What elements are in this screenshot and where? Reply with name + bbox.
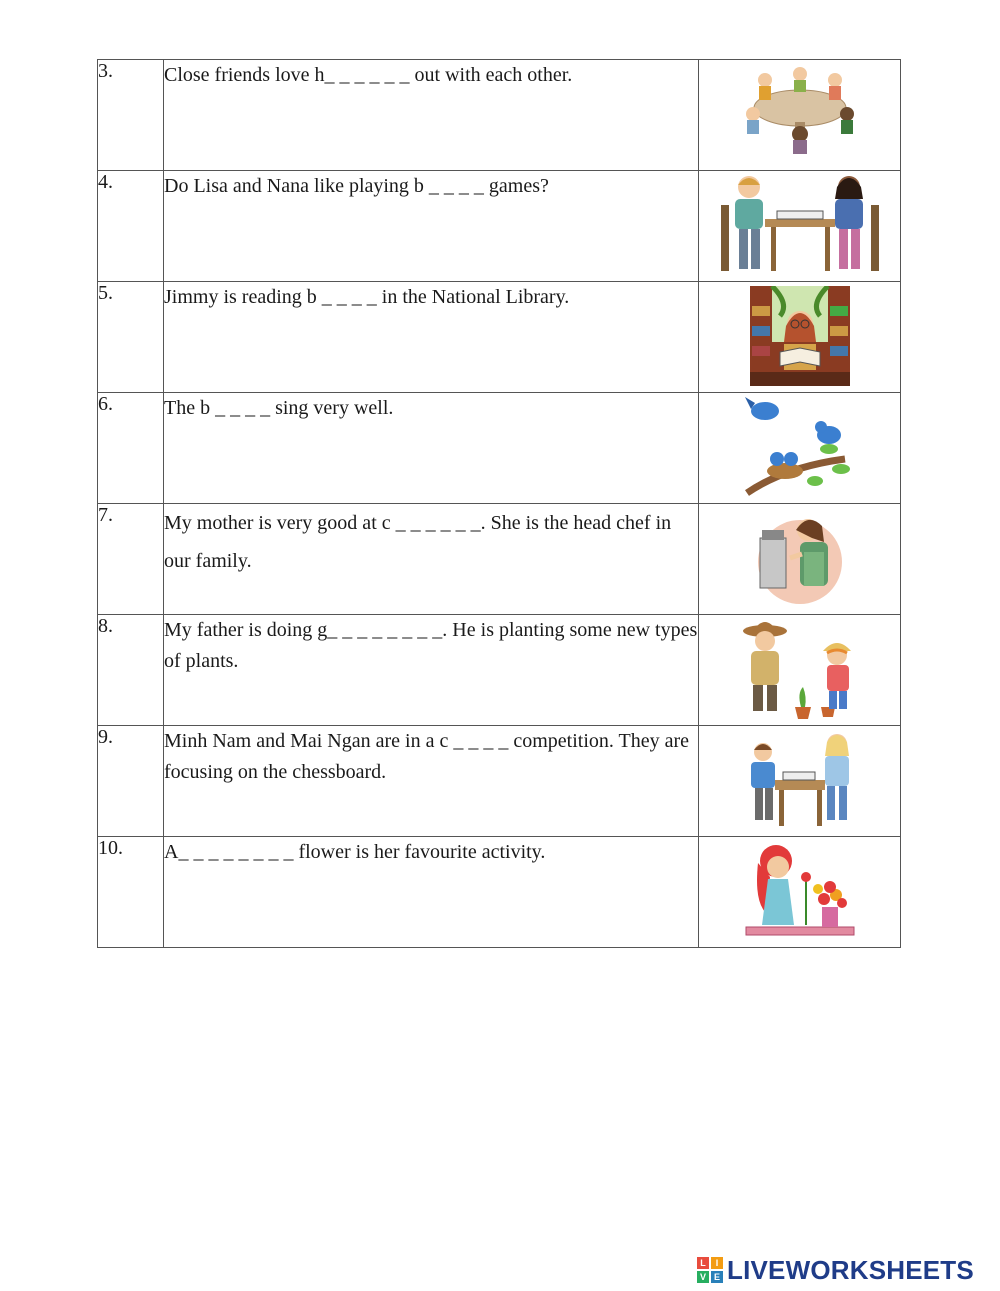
friends-around-table-illustration — [699, 60, 901, 171]
item-number: 3. — [98, 60, 164, 171]
item-number: 6. — [98, 393, 164, 504]
logo-block: I — [711, 1257, 723, 1269]
item-number: 10. — [98, 837, 164, 948]
father-gardening-illustration — [699, 615, 901, 726]
logo-block: L — [697, 1257, 709, 1269]
item-number: 8. — [98, 615, 164, 726]
table-row — [98, 60, 901, 171]
item-sentence: Minh Nam and Mai Ngan are in a c _ _ _ _ competition. They are focusing on the chessboard. — [164, 726, 699, 837]
table-row — [98, 615, 901, 726]
item-sentence: My mother is very good at c _ _ _ _ _ _. She is the head chef in our family. — [164, 504, 699, 615]
mother-cooking-illustration — [699, 504, 901, 615]
item-number: 4. — [98, 171, 164, 282]
blue-birds-branch-illustration — [699, 393, 901, 504]
worksheet-table — [97, 59, 901, 948]
table-row — [98, 171, 901, 282]
table-row — [98, 837, 901, 948]
table-row — [98, 393, 901, 504]
item-sentence: Jimmy is reading b _ _ _ _ in the National Library. — [164, 282, 699, 393]
logo-block: E — [711, 1271, 723, 1283]
table-row — [98, 504, 901, 615]
item-number: 5. — [98, 282, 164, 393]
item-sentence: Do Lisa and Nana like playing b _ _ _ _ games? — [164, 171, 699, 282]
item-number: 9. — [98, 726, 164, 837]
girl-reading-library-illustration — [699, 282, 901, 393]
table-row — [98, 726, 901, 837]
logo-blocks-icon — [697, 1257, 723, 1283]
chess-competition-illustration — [699, 726, 901, 837]
liveworksheets-logo — [697, 1253, 974, 1287]
item-sentence: A_ _ _ _ _ _ _ _ flower is her favourite activity. — [164, 837, 699, 948]
table-row — [98, 282, 901, 393]
item-sentence: The b _ _ _ _ sing very well. — [164, 393, 699, 504]
item-number: 7. — [98, 504, 164, 615]
kids-playing-chess-illustration — [699, 171, 901, 282]
item-sentence: My father is doing g_ _ _ _ _ _ _ _. He is planting some new types of plants. — [164, 615, 699, 726]
logo-text: LIVEWORKSHEETS — [727, 1254, 974, 1285]
girl-arranging-flowers-illustration — [699, 837, 901, 948]
logo-block: V — [697, 1271, 709, 1283]
item-sentence: Close friends love h_ _ _ _ _ _ out with each other. — [164, 60, 699, 171]
